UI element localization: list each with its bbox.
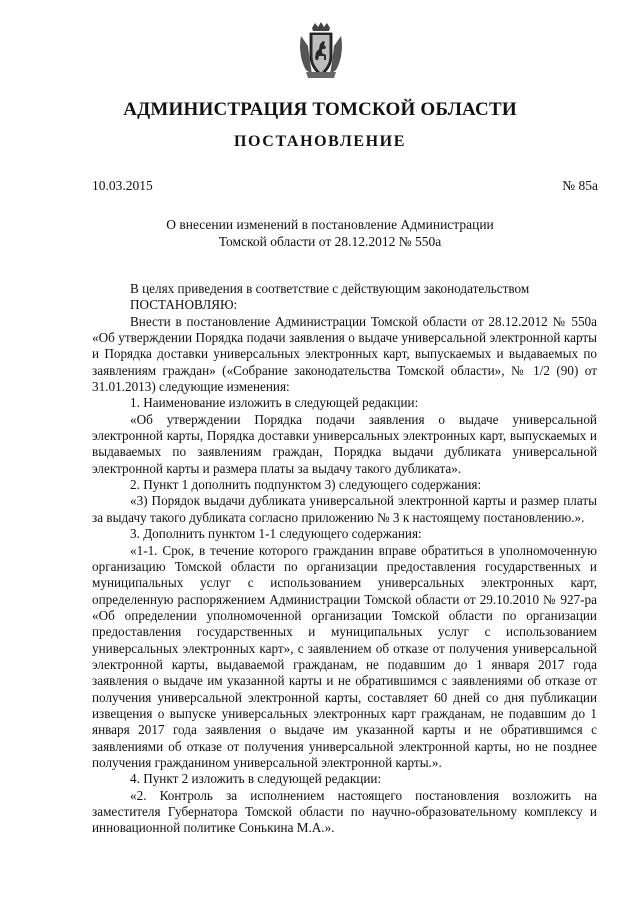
resolution-keyword: ПОСТАНОВЛЯЮ:	[130, 297, 238, 313]
amendment-intro: Внести в постановление Администрации Томской области от 28.12.2012 № 550а «Об утверждении Порядка подачи заявления о выдаче универсальной электронной карты и Порядка доставки универсальных электронных карт, выпускаемых и выдаваемых по заявлениям граждан» («Собрание законодательства Томской области», № 1/2 (90) от 31.01.2013) следующие изменения:	[92, 313, 597, 395]
item-2-title: 2. Пункт 1 дополнить подпунктом 3) следующего содержания:	[130, 477, 482, 493]
item-3-title: 3. Дополнить пунктом 1-1 следующего содержания:	[130, 526, 422, 542]
document-date: 10.03.2015	[92, 178, 153, 193]
document-body	[92, 281, 597, 837]
subject-line-1: О внесении изменений в постановление Администрации	[166, 217, 494, 232]
document-subject	[150, 217, 510, 250]
organization-title: АДМИНИСТРАЦИЯ ТОМСКОЙ ОБЛАСТИ	[123, 99, 517, 120]
item-1-text: «Об утверждении Порядка подачи заявления о выдаче универсальной электронной карты, Порядка доставки универсальных электронных карт, выпускаемых и выдаваемых по заявлениям граждан, Порядка выдачи дубликата универсальной электронной карты и размера платы за выдачу такого дубликата».	[92, 411, 597, 476]
document-number: № 85а	[562, 178, 598, 193]
preamble: В целях приведения в соответствие с действующим законодательством	[130, 281, 530, 296]
document-type: ПОСТАНОВЛЕНИЕ	[234, 133, 406, 150]
coat-of-arms-icon	[298, 22, 344, 80]
item-3-text: «1-1. Срок, в течение которого гражданин вправе обратиться в уполномоченную организацию Томской области по организации предоставления государственных и муниципальных услуг с использованием универсальных электронных карт, определенную распоряжением Администрации Томской области от 29.10.2010 № 927-ра «Об определении уполномоченной организации Томской области по организации предоставления государственных и муниципальных услуг с использованием универсальных электронных карт», с заявлением об отказе от получения универсальной электронной карты, выдаваемой гражданам, не подавшим до 1 января 2017 года заявления о выдаче им указанной карты и не обратившимся с заявлениями об отказе от получения универсальной электронной карты, составляет 60 дней со дня публикации извещения о выпуске универсальных электронных карт гражданам, не подавшим до 1 января 2017 года заявления о выдаче им указанной карты и не обратившимся с заявлениями об отказе от получения универсальной электронной карты, но не позднее получения гражданином универсальной электронной карты.».	[92, 542, 597, 770]
item-4-title: 4. Пункт 2 изложить в следующей редакции:	[130, 771, 382, 787]
subject-line-2: Томской области от 28.12.2012 № 550а	[218, 233, 442, 249]
item-4-text: «2. Контроль за исполнением настоящего постановления возложить на заместителя Губернатора Томской области по научно-образовательному комплексу и инновационной политике Сонькина М.А.».	[92, 787, 597, 836]
item-1-title: 1. Наименование изложить в следующей редакции:	[130, 395, 419, 411]
item-2-text: «3) Порядок выдачи дубликата универсальной электронной карты и размер платы за выдачу такого дубликата согласно приложению № 3 к настоящему постановлению.».	[92, 493, 597, 525]
